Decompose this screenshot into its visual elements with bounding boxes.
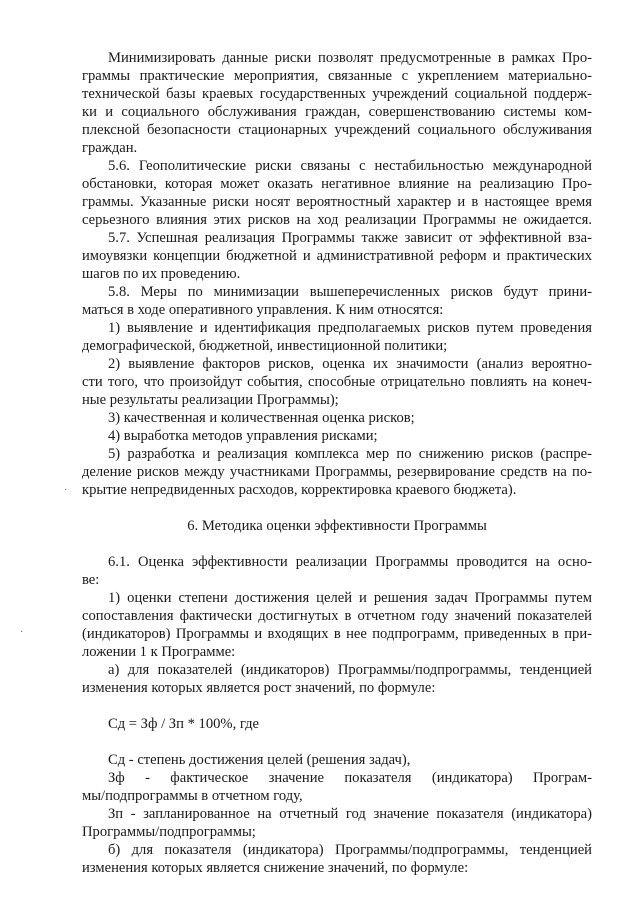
text-line: плексной безопасности стационарных учреждений социального обслуживания — [82, 122, 592, 138]
text-line: 1) оценки степени достижения целей и решения задач Программы путем — [108, 590, 592, 606]
text-line: имоувязки концепции бюджетной и административной реформ и практических — [82, 248, 592, 264]
text-line: демографической, бюджетной, инвестиционной политики; — [82, 338, 448, 354]
scan-speck: · — [64, 485, 68, 496]
text-line: 5.6. Геополитические риски связаны с нестабильностью международной — [108, 158, 592, 174]
text-line: маться в ходе оперативного управления. К ним относятся: — [82, 302, 444, 318]
text-line: сти того, что произойдут события, способные отрицательно повлиять на конеч- — [82, 374, 592, 390]
text-line: Минимизировать данные риски позволят предусмотренные в рамках Про- — [108, 50, 592, 66]
text-line: ки и социального обслуживания граждан, совершенствованию системы ком- — [82, 104, 592, 120]
text-line: 4) выработка методов управления рисками; — [108, 428, 378, 444]
text-line: Сд - степень достижения целей (решения задач), — [108, 752, 411, 768]
text-line: 1) выявление и идентификация предполагаемых рисков путем проведения — [108, 320, 592, 336]
text-line: 5.8. Меры по минимизации вышеперечисленных рисков будут прини- — [108, 284, 592, 300]
text-line: 5) разработка и реализация комплекса мер по снижению рисков (распре- — [108, 446, 592, 462]
text-line: деление рисков между участниками Программы, резервирование средств на по- — [82, 464, 592, 480]
text-line: граммы практические мероприятия, связанные с укреплением материально- — [82, 68, 592, 84]
text-line: 3) качественная и количественная оценка рисков; — [108, 410, 415, 426]
text-line: (индикаторов) Программы и входящих в нее подпрограмм, приведенных в при- — [82, 626, 592, 642]
scan-speck: · — [20, 627, 24, 638]
text-line: граждан. — [82, 140, 138, 156]
text-line: изменения которых является снижение значений, по формуле: — [82, 860, 469, 876]
text-line: граммы. Указанные риски носят вероятностный характер и в настоящее время — [82, 194, 592, 210]
text-line: технической базы краевых государственных учреждений социальной поддерж- — [82, 86, 592, 102]
text-line: изменения которых является рост значений, по формуле: — [82, 680, 436, 696]
section-heading: 6. Методика оценки эффективности Программы — [187, 518, 487, 534]
text-line: ве: — [82, 572, 100, 588]
text-line: Программы/подпрограммы; — [82, 824, 256, 840]
text-line: шагов по их проведению. — [82, 266, 241, 282]
formula: Сд = Зф / Зп * 100%, где — [108, 716, 260, 732]
text-line: 5.7. Успешная реализация Программы также зависит от эффективной вза- — [108, 230, 592, 246]
text-line: серьезного влияния этих рисков на ход реализации Программы не ожидается. — [82, 212, 592, 228]
text-line: обстановки, которая может оказать негативное влияние на реализацию Про- — [82, 176, 592, 192]
text-line: Зп - запланированное на отчетный год значение показателя (индикатора) — [108, 806, 592, 822]
text-line: а) для показателей (индикаторов) Программы/подпрограммы, тенденцией — [108, 662, 592, 678]
text-line: б) для показателя (индикатора) Программы/подпрограммы, тенденцией — [108, 842, 592, 858]
text-line: ные результаты реализации Программы); — [82, 392, 339, 408]
text-line: 2) выявление факторов рисков, оценка их значимости (анализ вероятно- — [108, 356, 592, 372]
text-line: 6.1. Оценка эффективности реализации Программы проводится на осно- — [108, 554, 592, 570]
text-line: Зф - фактическое значение показателя (индикатора) Програм- — [108, 770, 592, 786]
text-line: ложении 1 к Программе: — [82, 644, 236, 660]
text-line: мы/подпрограммы в отчетном году, — [82, 788, 303, 804]
text-line: крытие непредвиденных расходов, корректировка краевого бюджета). — [82, 482, 517, 498]
text-line: сопоставления фактически достигнутых в отчетном году значений показателей — [82, 608, 592, 624]
